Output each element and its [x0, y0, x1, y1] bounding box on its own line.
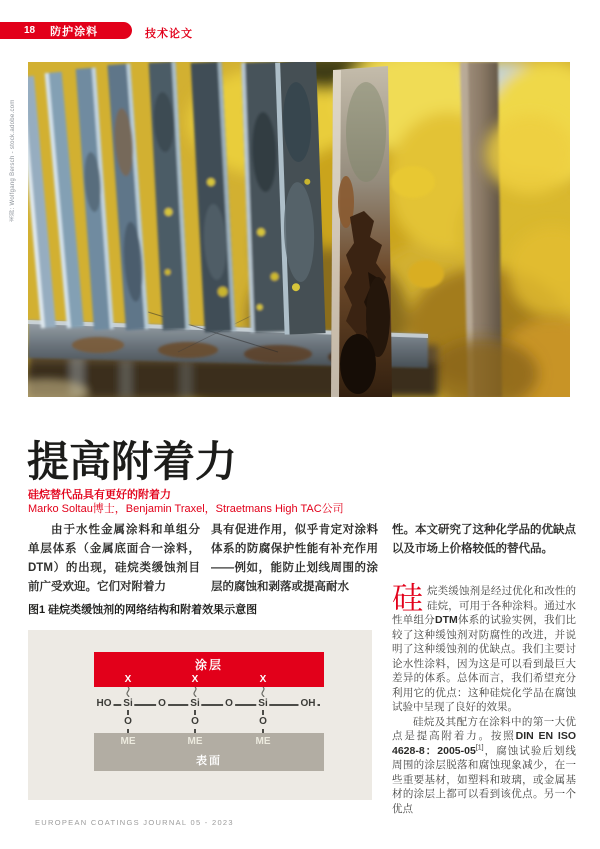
coating-layer-bar — [94, 652, 324, 687]
p1-bold-dtm: DTM — [435, 614, 458, 626]
p2-reference-superscript: [1] — [475, 744, 484, 751]
article-subtitle: 硅烷替代品具有更好的附着力 — [28, 489, 171, 501]
x-group-label-1: X — [124, 674, 132, 685]
p2-text-2: ，腐蚀试验后划线周围的涂层脱落和腐蚀现象减少，在一些重要基材，如塑料和玻璃，或金属基材的涂层上都可以看到该优点。另一个优点 — [392, 744, 576, 815]
o-bridge-2: O — [225, 698, 233, 709]
ho-end-group: HO — [96, 698, 112, 709]
figure-caption: 图1 硅烷类缓蚀剂的网络结构和附着效果示意图 — [28, 604, 258, 616]
section-label: 防护涂料 — [50, 25, 99, 38]
si-atom-3: Si — [258, 698, 268, 709]
siloxane-chain-bond-line — [110, 704, 320, 706]
body-paragraph-1 — [392, 581, 576, 715]
page-number: 18 — [24, 25, 36, 36]
metal-site-label-1: ME — [120, 736, 136, 747]
p2-text: 硅烷及其配方在涂料中的第一大优点是提高附着力。按照 — [392, 715, 576, 742]
header-section-pill — [0, 22, 132, 39]
lede-column-1: 由于水性金属涂料和单组分单层体系（金属底面合一涂料，DTM）的出现，硅烷类缓蚀剂目前广受欢迎。它们对附着力 — [28, 524, 200, 593]
body-paragraph-2 — [392, 715, 576, 817]
surface-label: 表面 — [196, 755, 222, 767]
o-anchor-3: O — [259, 716, 267, 727]
lede-column-3: 性。本文研究了这种化学品的优缺点以及市场上价格较低的替代品。 — [392, 524, 576, 555]
fence-photo-illustration — [28, 62, 570, 397]
substrate-surface-bar — [94, 733, 324, 771]
article-byline: Marko Soltau博士，Benjamin Traxel，Straetmans High TAC公司 — [28, 503, 344, 515]
dropcap-character: 硅 — [392, 581, 423, 616]
o-anchor-2: O — [191, 716, 199, 727]
p2-bold-din: DIN EN ISO 4628-8：2005-05 — [392, 730, 576, 757]
figure-diagram — [28, 630, 372, 800]
coating-label: 涂层 — [194, 658, 223, 672]
p1-text: 烷类缓蚀剂是经过优化和改性的硅烷，可用于各种涂料。通过水性单组分 — [392, 585, 576, 626]
article-type-tab: 技术论文 — [145, 28, 193, 40]
x-group-label-3: X — [259, 674, 267, 685]
si-atom-1: Si — [123, 698, 133, 709]
journal-footer: EUROPEAN COATINGS JOURNAL 05 - 2023 — [35, 818, 234, 827]
lede-column-2: 具有促进作用，似乎肯定对涂料体系的防腐保护性能有补充作用——例如，能防止划线周围的涂层的腐蚀和剥落或提高耐水 — [211, 524, 378, 593]
metal-site-label-2: ME — [187, 736, 203, 747]
metal-site-label-3: ME — [255, 736, 271, 747]
si-atom-2: Si — [190, 698, 200, 709]
photo-credit: 来源: Wolfgang Bersch - stock.adobe.com — [10, 99, 16, 222]
article-title: 提高附着力 — [27, 438, 238, 485]
x-group-label-2: X — [191, 674, 199, 685]
o-bridge-1: O — [158, 698, 166, 709]
body-column — [392, 521, 576, 816]
oh-end-group: OH — [300, 698, 316, 709]
p1-text-2: 体系的试验实例，我们比较了这种缓蚀剂对防腐性的改进，并说明了这种缓蚀剂的优缺点。我们主要讨论水性涂料，因为这是可以看到最巨大差异的体系。总体而言，我们希望充分利用它的优点：这种硅烷化学品在腐蚀试验中呈现了良好的效果。 — [392, 614, 576, 713]
hero-photo — [28, 62, 570, 397]
o-anchor-1: O — [124, 716, 132, 727]
